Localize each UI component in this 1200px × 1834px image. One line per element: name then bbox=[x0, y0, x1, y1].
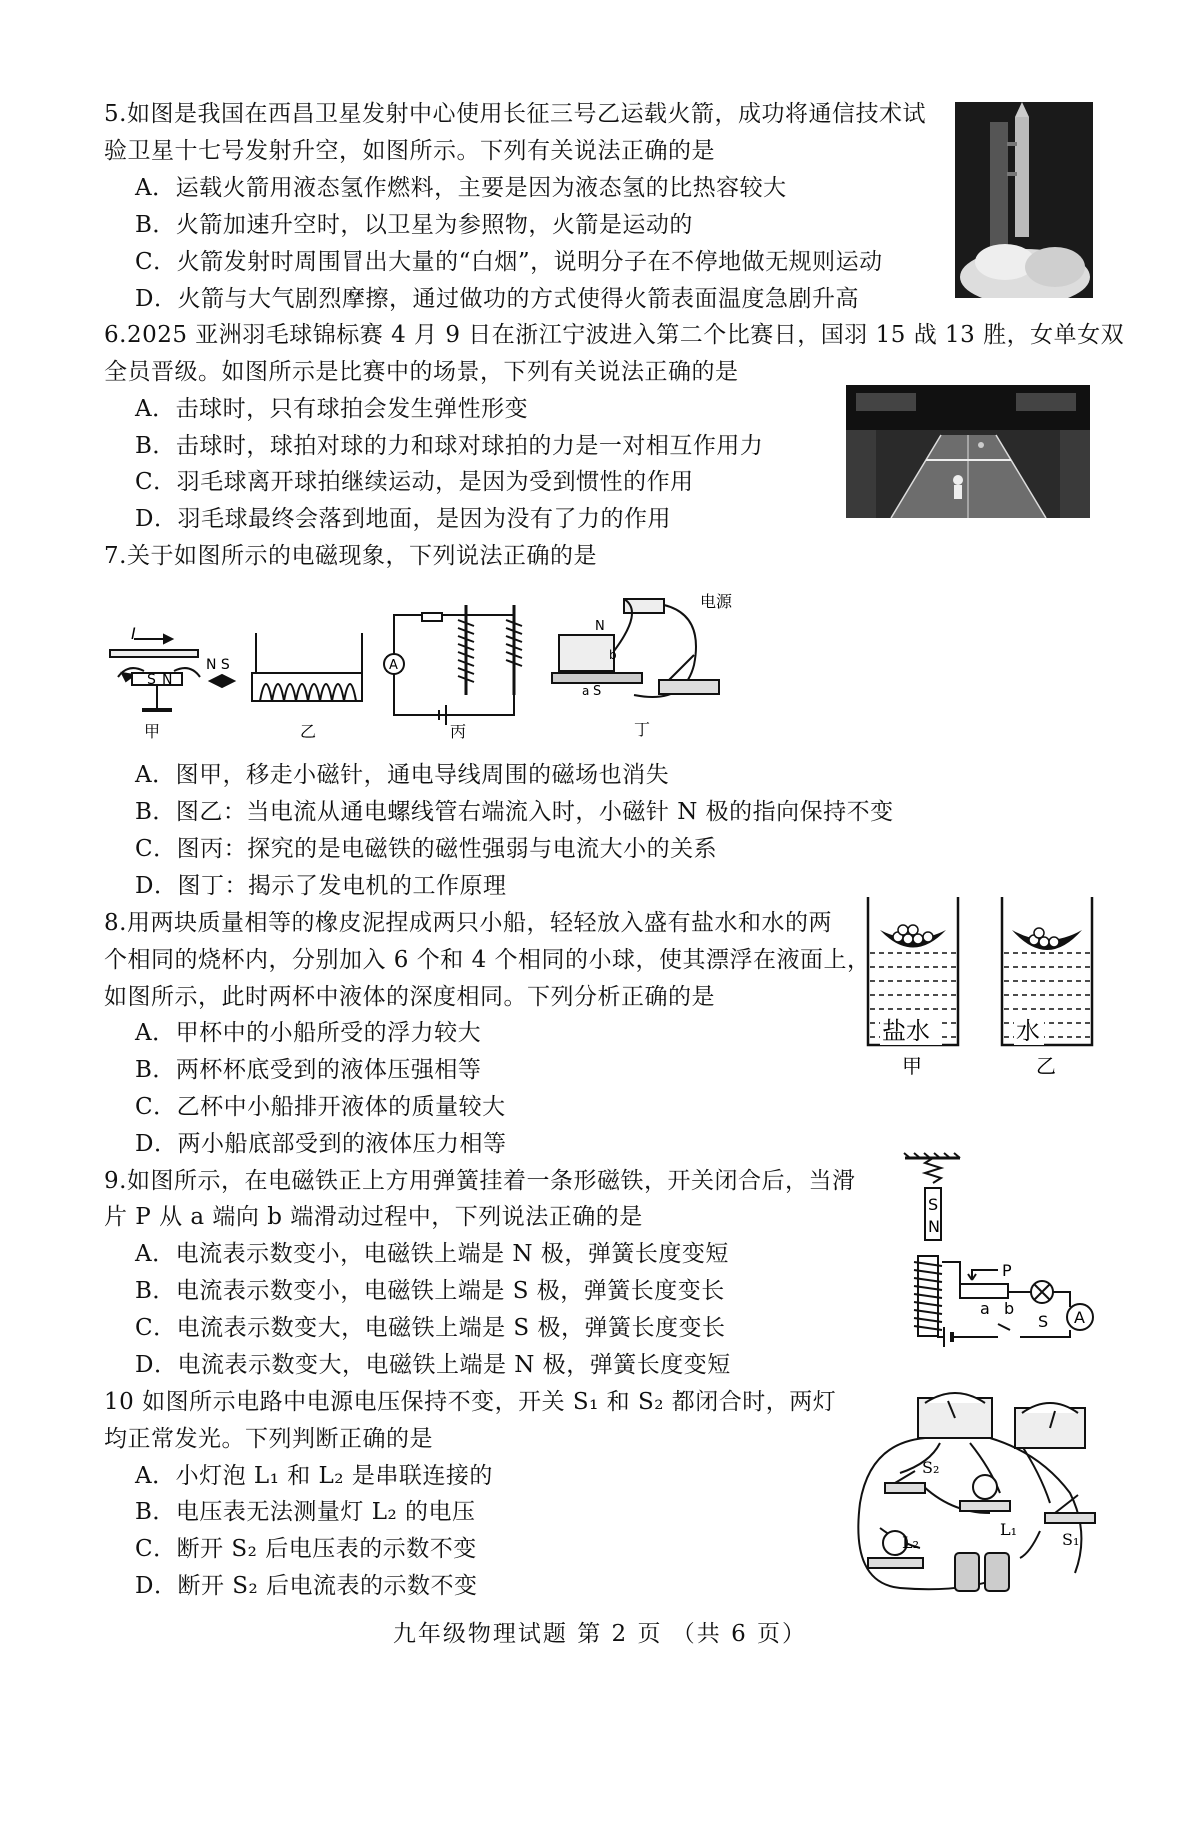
power-source-label: 电源 bbox=[700, 592, 733, 611]
jia-needle-s: S bbox=[147, 672, 156, 688]
bing-ammeter-label: A bbox=[389, 658, 398, 673]
q8-option-c: C．乙杯中小船排开液体的质量较大 bbox=[135, 1094, 506, 1120]
lamp-circuit-figure bbox=[840, 1383, 1100, 1605]
q9-option-a: A．电流表示数变小，电磁铁上端是 N 极，弹簧长度变短 bbox=[135, 1241, 729, 1267]
figure-jia-label: 甲 bbox=[144, 722, 161, 741]
figure-bing bbox=[387, 605, 522, 725]
bar-magnet-s: S bbox=[928, 1195, 939, 1214]
page-footer: 九年级物理试题 第 2 页 （共 6 页） bbox=[392, 1621, 808, 1647]
rheostat-b-label: b bbox=[1004, 1299, 1015, 1318]
switch-s2-label: S₂ bbox=[922, 1458, 940, 1477]
q8-stem-line1: 8.用两块质量相等的橡皮泥捏成两只小船，轻轻放入盛有盐水和水的两 bbox=[104, 910, 832, 936]
figure-ding-label: 丁 bbox=[634, 720, 651, 739]
saltwater-label: 盐水 bbox=[882, 1017, 930, 1045]
q6-option-b: B．击球时，球拍对球的力和球对球拍的力是一对相互作用力 bbox=[135, 433, 764, 459]
ding-n-label: N bbox=[595, 619, 605, 634]
q6-stem-line1: 6.2025 亚洲羽毛球锦标赛 4 月 9 日在浙江宁波进入第二个比赛日，国羽 15 战 13 胜，女单女双 bbox=[104, 322, 1125, 348]
electromagnetism-figures bbox=[104, 585, 764, 745]
q7-option-c: C．图丙：探究的是电磁铁的磁性强弱与电流大小的关系 bbox=[135, 836, 718, 862]
q9-option-b: B．电流表示数变小，电磁铁上端是 S 极，弹簧长度变长 bbox=[135, 1278, 725, 1304]
figure-yi-label: 乙 bbox=[300, 722, 317, 741]
q10-option-d: D．断开 S₂ 后电流表的示数不变 bbox=[135, 1573, 478, 1599]
q8-option-b: B．两杯杯底受到的液体压强相等 bbox=[135, 1057, 482, 1083]
figure-bing-label: 丙 bbox=[450, 722, 467, 741]
q8-stem-line3: 如图所示，此时两杯中液体的深度相同。下列分析正确的是 bbox=[104, 984, 715, 1010]
water-label: 水 bbox=[1016, 1017, 1040, 1045]
q5-stem-line1: 5.如图是我国在西昌卫星发射中心使用长征三号乙运载火箭，成功将通信技术试 bbox=[104, 101, 926, 127]
q8-option-a: A．甲杯中的小船所受的浮力较大 bbox=[135, 1020, 482, 1046]
q5-option-c: C．火箭发射时周围冒出大量的“白烟”，说明分子在不停地做无规则运动 bbox=[135, 249, 883, 275]
q10-option-b: B．电压表无法测量灯 L₂ 的电压 bbox=[135, 1499, 476, 1525]
figure-ding bbox=[552, 599, 719, 697]
switch-s-label: S bbox=[1038, 1312, 1049, 1331]
yi-needle-ns: N S bbox=[206, 657, 230, 673]
ammeter bbox=[1015, 1403, 1085, 1448]
electromagnet-circuit-figure bbox=[900, 1152, 1100, 1347]
q7-option-b: B．图乙：当电流从通电螺线管右端流入时，小磁针 N 极的指向保持不变 bbox=[135, 799, 894, 825]
q9-option-d: D．电流表示数变大，电磁铁上端是 N 极，弹簧长度变短 bbox=[135, 1352, 731, 1378]
q10-stem-line2: 均正常发光。下列判断正确的是 bbox=[104, 1426, 433, 1452]
q7-option-a: A．图甲，移走小磁针，通电导线周围的磁场也消失 bbox=[135, 762, 670, 788]
q7-stem: 7.关于如图所示的电磁现象，下列说法正确的是 bbox=[104, 543, 597, 569]
current-label: I bbox=[131, 624, 136, 643]
q5-option-a: A．运载火箭用液态氢作燃料，主要是因为液态氢的比热容较大 bbox=[135, 175, 787, 201]
q6-option-a: A．击球时，只有球拍会发生弹性形变 bbox=[135, 396, 529, 422]
beaker-yi-label: 乙 bbox=[1036, 1054, 1056, 1078]
rheostat-a-label: a bbox=[980, 1299, 990, 1318]
q10-stem-line1: 10 如图所示电路中电源电压保持不变，开关 S₁ 和 S₂ 都闭合时，两灯 bbox=[104, 1389, 837, 1415]
q5-option-d: D．火箭与大气剧烈摩擦，通过做功的方式使得火箭表面温度急剧升高 bbox=[135, 286, 859, 312]
ammeter-label: A bbox=[1074, 1308, 1085, 1327]
bar-magnet-n: N bbox=[928, 1217, 940, 1236]
q6-stem-line2: 全员晋级。如图所示是比赛中的场景，下列有关说法正确的是 bbox=[104, 359, 739, 385]
q6-option-d: D．羽毛球最终会落到地面，是因为没有了力的作用 bbox=[135, 506, 671, 532]
figure-yi bbox=[210, 633, 362, 701]
badminton-match-photo bbox=[846, 385, 1090, 518]
q6-option-c: C．羽毛球离开球拍继续运动，是因为受到惯性的作用 bbox=[135, 469, 694, 495]
lamp-l1-label: L₁ bbox=[1000, 1520, 1018, 1539]
beakers-figure bbox=[860, 895, 1100, 1080]
q10-option-c: C．断开 S₂ 后电压表的示数不变 bbox=[135, 1536, 477, 1562]
q9-stem-line2: 片 P 从 a 端向 b 端滑动过程中，下列说法正确的是 bbox=[104, 1204, 643, 1230]
ding-a-label: a bbox=[582, 684, 590, 698]
rocket-launch-photo bbox=[955, 102, 1093, 298]
lamp-l2-label: L₂ bbox=[902, 1533, 920, 1552]
q7-option-d: D．图丁：揭示了发电机的工作原理 bbox=[135, 873, 507, 899]
slider-p-label: P bbox=[1002, 1261, 1012, 1280]
switch-s1-label: S₁ bbox=[1062, 1530, 1080, 1549]
q9-stem-line1: 9.如图所示，在电磁铁正上方用弹簧挂着一条形磁铁，开关闭合后，当滑 bbox=[104, 1168, 856, 1194]
voltmeter bbox=[918, 1393, 992, 1438]
q10-option-a: A．小灯泡 L₁ 和 L₂ 是串联连接的 bbox=[135, 1463, 493, 1489]
beaker-jia-label: 甲 bbox=[902, 1054, 922, 1078]
q5-option-b: B．火箭加速升空时，以卫星为参照物，火箭是运动的 bbox=[135, 212, 693, 238]
ding-s-label: S bbox=[593, 684, 602, 699]
ding-b-label: b bbox=[609, 648, 617, 662]
q8-option-d: D．两小船底部受到的液体压力相等 bbox=[135, 1131, 507, 1157]
q5-stem-line2: 验卫星十七号发射升空，如图所示。下列有关说法正确的是 bbox=[104, 138, 715, 164]
q9-option-c: C．电流表示数变大，电磁铁上端是 S 极，弹簧长度变长 bbox=[135, 1315, 726, 1341]
q8-stem-line2: 个相同的烧杯内，分别加入 6 个和 4 个相同的小球，使其漂浮在液面上， bbox=[104, 947, 871, 973]
jia-needle-n: N bbox=[162, 672, 173, 688]
